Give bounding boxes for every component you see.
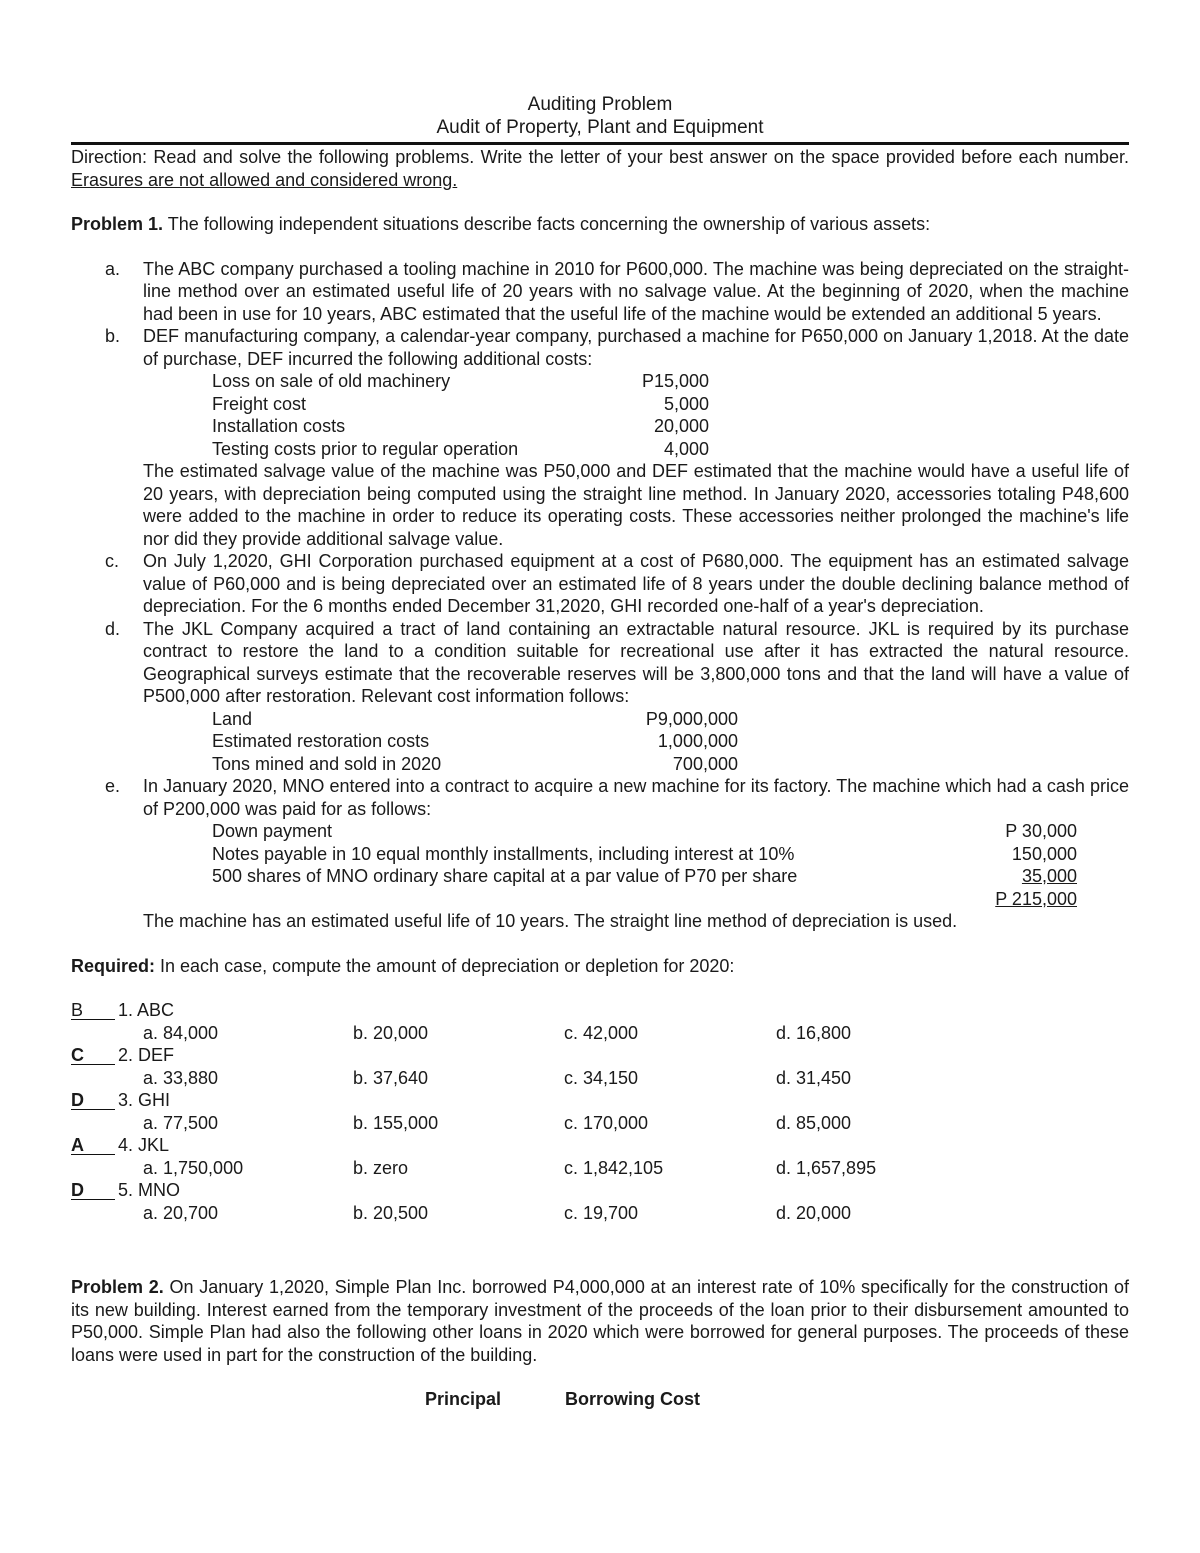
cost-amount: 35,000 [1021, 866, 1077, 886]
situation-text: The JKL Company acquired a tract of land containing an extractable natural resource. JKL is required by its purchase contract to restore the land to a condition suitable for recreational use after it has extracted the natural resource. Geographical surveys estimate that the recoverable reserves will be 3,800,000 tons and that the land will have a value of P500,000 after restoration. Relevant cost information follows: [143, 618, 1129, 706]
question-list [71, 999, 1129, 1224]
question-row [71, 1089, 1129, 1112]
cost-amount: 5,000 [663, 393, 709, 414]
cost-label: 500 shares of MNO ordinary share capital at a par value of P70 per share [212, 866, 798, 886]
cost-label: Loss on sale of old machinery [212, 371, 451, 391]
document-page [71, 93, 1129, 1412]
required-line [71, 955, 1129, 978]
question-row [71, 1044, 1129, 1067]
situation-e [71, 775, 1129, 933]
cost-label: Tons mined and sold in 2020 [212, 753, 442, 774]
answer-blank[interactable] [71, 999, 115, 1020]
option-d: d. 31,450 [776, 1067, 852, 1088]
cost-amount: 4,000 [663, 438, 709, 459]
question-label: 3. GHI [118, 1090, 171, 1110]
option-b: b. 37,640 [353, 1067, 429, 1088]
situation-d [71, 618, 1129, 776]
cost-line [143, 708, 1129, 731]
question-row [71, 1134, 1129, 1157]
document-title: Auditing Problem [527, 94, 673, 115]
question-label: 4. JKL [118, 1135, 170, 1155]
answer-blank[interactable] [71, 1089, 115, 1110]
question-row [71, 1179, 1129, 1202]
situation-text-continued: The machine has an estimated useful life of 10 years. The straight line method of depreciation is used. [143, 911, 958, 931]
problem1-situations [71, 258, 1129, 933]
answer-blank[interactable] [71, 1134, 115, 1155]
options-row [71, 1022, 1129, 1045]
option-a: a. 77,500 [143, 1112, 219, 1133]
cost-line [143, 865, 1129, 888]
option-c: c. 170,000 [564, 1112, 649, 1133]
cost-line [143, 820, 1129, 843]
answer-blank[interactable] [71, 1044, 115, 1065]
situation-letter: a. [105, 258, 121, 279]
cost-amount: 1,000,000 [657, 731, 738, 751]
cost-amount: 20,000 [653, 416, 709, 436]
cost-label: Freight cost [212, 393, 307, 414]
cost-line [143, 753, 1129, 776]
situation-letter: b. [105, 326, 121, 346]
option-b: b. 155,000 [353, 1112, 439, 1133]
option-b: b. 20,000 [353, 1022, 429, 1043]
cost-amount: P 30,000 [1005, 821, 1077, 841]
option-a: a. 20,700 [143, 1202, 219, 1223]
problem2-label: Problem 2. [71, 1277, 164, 1297]
cost-line [143, 438, 1129, 461]
option-d: d. 20,000 [776, 1202, 852, 1223]
option-c: c. 34,150 [564, 1067, 639, 1088]
situation-b [71, 325, 1129, 550]
column-header-principal: Principal [425, 1389, 502, 1409]
question-label: 5. MNO [118, 1180, 181, 1200]
cost-label: Notes payable in 10 equal monthly installments, including interest at 10% [212, 843, 795, 864]
situation-text: The ABC company purchased a tooling machine in 2010 for P600,000. The machine was being depreciated on the straight-line method over an estimated useful life of 20 years with no salvage value. At the beginning of 2020, when the machine had been in use for 10 years, ABC estimated that the useful life of the machine would be extended an additional 5 years. [143, 258, 1129, 324]
cost-line [143, 843, 1129, 866]
situation-letter: d. [105, 618, 121, 639]
situation-text-continued: The estimated salvage value of the machine was P50,000 and DEF estimated that the machine would have a useful life of 20 years, with depreciation being computed using the straight line method. In January 2020, accessories totaling P48,600 were added to the machine in order to reduce its operating costs. These accessories neither prolonged the machine's life nor did they provide additional salvage value. [143, 461, 1129, 549]
answer-blank[interactable] [71, 1179, 115, 1200]
problem1-intro-text: The following independent situations describe facts concerning the ownership of various assets: [163, 214, 931, 234]
cost-amount: 700,000 [672, 753, 738, 774]
answer-letter: D [71, 1180, 84, 1200]
problem2-text: On January 1,2020, Simple Plan Inc. borrowed P4,000,000 at an interest rate of 10% specifically for the construction of its new building. Interest earned from the temporary investment of the proceeds of the loan prior to their disbursement amounted to P50,000. Simple Plan had also the following other loans in 2020 which were borrowed for general purposes. The proceeds of these loans were used in part for the construction of the building. [71, 1277, 1130, 1365]
title-divider [71, 142, 1129, 145]
option-b: b. 20,500 [353, 1202, 429, 1223]
option-a: a. 84,000 [143, 1022, 219, 1043]
required-text: In each case, compute the amount of depreciation or depletion for 2020: [155, 955, 735, 976]
document-subtitle: Audit of Property, Plant and Equipment [436, 117, 764, 138]
cost-total: P 215,000 [995, 888, 1077, 909]
cost-amount: P15,000 [641, 371, 709, 391]
cost-label: Installation costs [212, 416, 346, 436]
direction-text: Read and solve the following problems. Write the letter of your best answer on the space provided before each number. [147, 147, 1129, 167]
situation-letter: e. [105, 776, 121, 796]
cost-label: Land [212, 708, 253, 729]
situation-c [71, 550, 1129, 618]
situation-text: On July 1,2020, GHI Corporation purchased equipment at a cost of P680,000. The equipment has an estimated salvage value of P60,000 and is being depreciated over an estimated life of 8 years under the double declining balance method of depreciation. For the 6 months ended December 31,2020, GHI recorded one-half of a year's depreciation. [143, 551, 1129, 616]
options-row [71, 1067, 1129, 1090]
option-c: c. 1,842,105 [564, 1157, 664, 1178]
option-a: a. 33,880 [143, 1067, 219, 1088]
question-row [71, 999, 1129, 1022]
situation-text: In January 2020, MNO entered into a contract to acquire a new machine for its factory. The machine which had a cash price of P200,000 was paid for as follows: [143, 776, 1129, 819]
cost-label: Down payment [212, 821, 333, 841]
problem1-label: Problem 1. [71, 214, 164, 234]
cost-line [143, 415, 1129, 438]
problem2-table-header [71, 1388, 1129, 1412]
cost-line [143, 393, 1129, 416]
situation-letter: c. [105, 551, 120, 571]
options-row [71, 1202, 1129, 1225]
options-row [71, 1112, 1129, 1135]
option-a: a. 1,750,000 [143, 1157, 244, 1178]
required-label: Required: [71, 955, 156, 976]
question-label: 2. DEF [118, 1045, 175, 1065]
option-c: c. 19,700 [564, 1202, 639, 1223]
cost-line [143, 730, 1129, 753]
column-header-borrowing-cost: Borrowing Cost [565, 1389, 700, 1409]
direction-label: Direction: [71, 147, 148, 167]
answer-letter: C [71, 1045, 84, 1065]
answer-letter: A [71, 1135, 84, 1155]
option-d: d. 16,800 [776, 1022, 852, 1043]
option-d: d. 1,657,895 [776, 1157, 877, 1178]
option-b: b. zero [353, 1157, 409, 1178]
option-d: d. 85,000 [776, 1112, 852, 1133]
situation-text: DEF manufacturing company, a calendar-year company, purchased a machine for P650,000 on January 1,2018. At the date of purchase, DEF incurred the following additional costs: [143, 326, 1129, 369]
answer-letter: D [71, 1090, 84, 1110]
cost-label: Testing costs prior to regular operation [212, 438, 519, 459]
answer-letter: B [71, 1000, 84, 1020]
question-label: 1. ABC [118, 1000, 175, 1020]
cost-label: Estimated restoration costs [212, 731, 430, 751]
problem1-intro [71, 213, 1129, 236]
problem2-paragraph [71, 1276, 1129, 1366]
cost-line [143, 370, 1129, 393]
options-row [71, 1157, 1129, 1180]
option-c: c. 42,000 [564, 1022, 639, 1043]
direction-paragraph [71, 146, 1129, 191]
cost-total-line [143, 888, 1129, 911]
direction-warning: Erasures are not allowed and considered wrong. [71, 169, 458, 190]
situation-a [71, 258, 1129, 326]
cost-amount: P9,000,000 [645, 708, 738, 729]
cost-amount: 150,000 [1011, 843, 1077, 864]
